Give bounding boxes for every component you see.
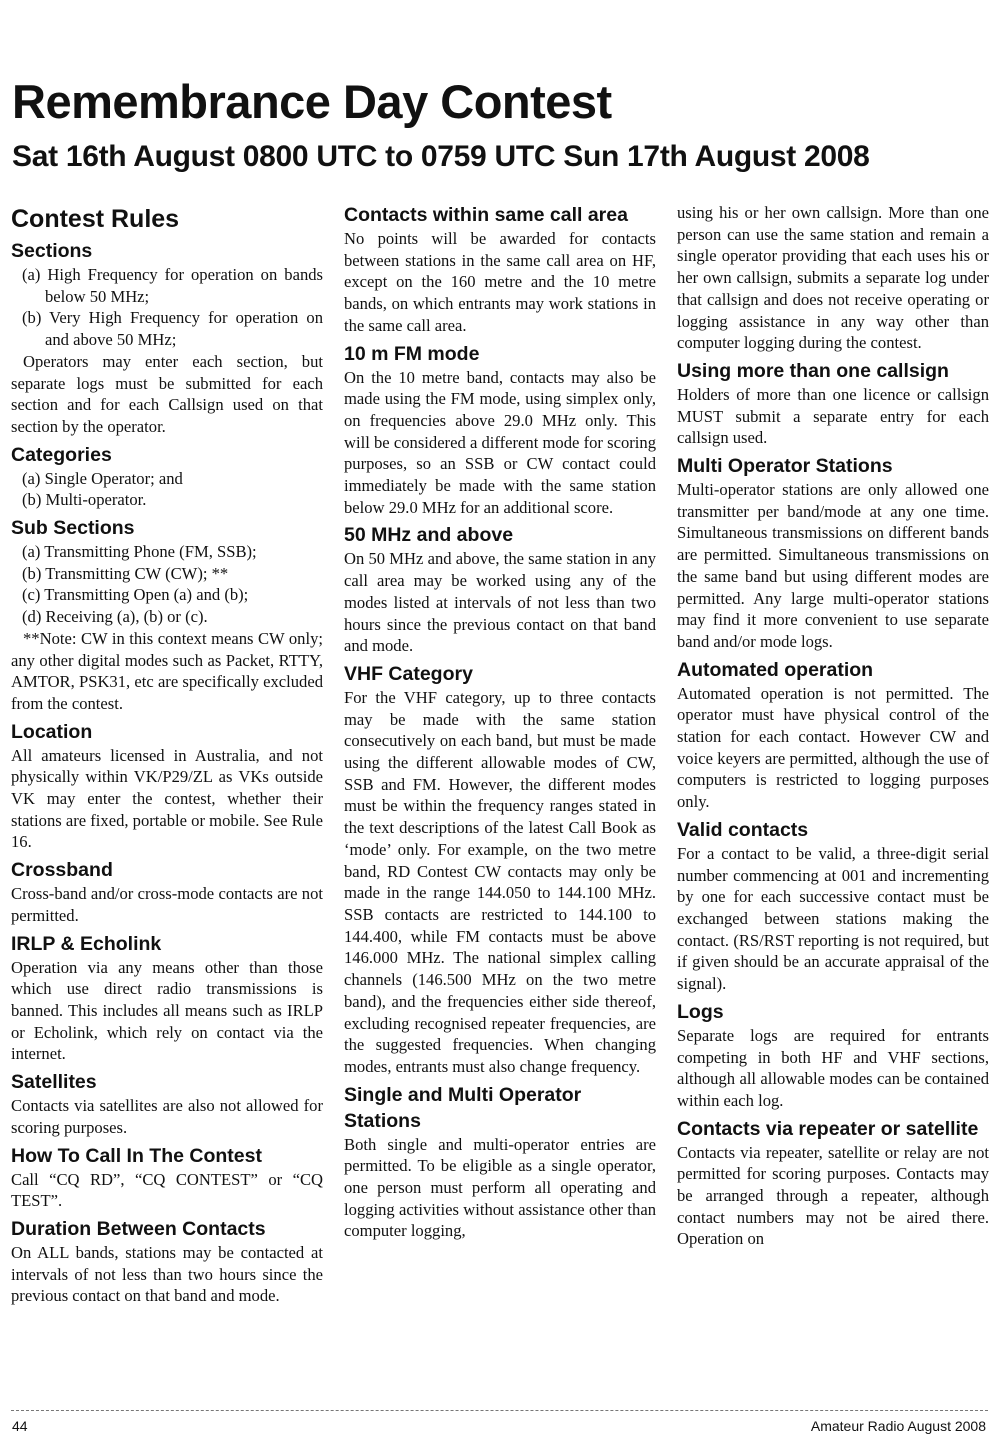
single-multi-heading: Single and Multi Operator Stations	[344, 1083, 582, 1132]
list-item: (a) Single Operator; and	[22, 468, 183, 488]
crossband-heading: Crossband	[11, 859, 113, 882]
vhf-category-heading: VHF Category	[344, 662, 473, 685]
paragraph: For a contact to be valid, a three-digit serial number commencing at 001 and incrementing by one for each successive contact must be exchanged between stations making the contact. (RS/RST reporting is not required, but if given should be an accurate appraisal of the signal).	[677, 843, 989, 994]
paragraph: Operators may enter each section, but separate logs must be submitted for each section and for each Callsign used on that section by the operator.	[11, 351, 323, 436]
paragraph: On the 10 metre band, contacts may also be made using the FM mode, using simplex only, on frequencies above 29.0 MHz only. This will be considered a different mode for scoring purposes, so an SSB or CW contact could immediately be made with the same station below 29.0 MHz for an additional score.	[344, 367, 656, 517]
location-heading: Location	[11, 720, 93, 743]
page-subtitle: Sat 16th August 0800 UTC to 0759 UTC Sun 17th August 2008	[12, 140, 870, 173]
paragraph: Operation via any means other than those which use direct radio transmissions is banned. This includes all means such as IRLP or Echolink, which rely on contact via the internet.	[11, 957, 323, 1064]
duration-heading: Duration Between Contacts	[11, 1217, 266, 1240]
paragraph: using his or her own callsign. More than one person can use the same station and remain a single operator providing that each uses his or her own callsign, submits a separate log under that callsign and does not receive operating or logging assistance in any way other than computer logging during the contest.	[677, 203, 989, 353]
footer-divider	[11, 1410, 988, 1411]
logs-heading: Logs	[677, 1000, 724, 1023]
contest-rules-heading: Contest Rules	[11, 205, 180, 233]
list-item: (c) Transmitting Open (a) and (b);	[22, 585, 249, 605]
paragraph: Automated operation is not permitted. The operator must have physical control of the station for each contact. However CW and voice keyers are permitted, although the use of computers is restricted to logging purposes only.	[677, 683, 989, 812]
more-than-one-callsign-heading: Using more than one callsign	[677, 359, 949, 382]
list-item: (b) Multi-operator.	[22, 490, 147, 510]
list-item: (b) Transmitting CW (CW); **	[22, 563, 229, 583]
page-number: 44	[12, 1418, 28, 1434]
paragraph: Contacts via satellites are also not allowed for scoring purposes.	[11, 1096, 323, 1137]
same-call-area-heading: Contacts within same call area	[344, 204, 628, 226]
categories-heading: Categories	[11, 443, 112, 466]
paragraph: Holders of more than one licence or callsign MUST submit a separate entry for each callsign used.	[677, 384, 989, 448]
publication-name: Amateur Radio August 2008	[810, 1418, 986, 1434]
valid-contacts-heading: Valid contacts	[677, 818, 809, 841]
paragraph: Separate logs are required for entrants competing in both HF and VHF sections, although all allowable modes can be contained within each log.	[677, 1025, 989, 1110]
paragraph: On 50 MHz and above, the same station in any call area may be worked using any of the modes listed at intervals of not less than two hours since the previous contact on that band and mode.	[344, 549, 656, 656]
list-item: (d) Receiving (a), (b) or (c).	[22, 607, 208, 627]
column-1	[11, 202, 323, 1307]
list-item: (b) Very High Frequency for operation on and above 50 MHz;	[22, 308, 323, 350]
repeater-satellite-heading: Contacts via repeater or satellite	[677, 1117, 979, 1140]
how-to-call-heading: How To Call In The Contest	[11, 1144, 262, 1167]
satellites-heading: Satellites	[11, 1071, 97, 1094]
column-2	[344, 202, 656, 1242]
note-paragraph: **Note: CW in this context means CW only; any other digital modes such as Packet, RTTY, AMTOR, PSK31, etc are specifically excluded from the contest.	[11, 628, 323, 713]
list-item: (a) Transmitting Phone (FM, SSB);	[22, 542, 257, 562]
fifty-mhz-heading: 50 MHz and above	[344, 524, 514, 547]
column-3	[677, 202, 989, 1250]
list-item: (a) High Frequency for operation on bands below 50 MHz;	[22, 265, 323, 306]
page-title: Remembrance Day Contest	[12, 75, 612, 128]
paragraph: Multi-operator stations are only allowed one transmitter per band/mode at any one time. Simultaneous transmissions on different bands are permitted. Simultaneous transmissions on the same band but using different modes are permitted. Any large multi-operator stations may find it more convenient to use separate band and/or mode logs.	[677, 480, 989, 651]
paragraph: No points will be awarded for contacts between stations in the same call area on HF, except on the 160 metre and the 10 metre bands, on which entrants may work stations in the same call area.	[344, 229, 656, 335]
paragraph: All amateurs licensed in Australia, and not physically within VK/P29/ZL as VKs outside VK may enter the contest, whether their stations are fixed, portable or mobile. See Rule 16.	[11, 745, 323, 852]
automated-operation-heading: Automated operation	[677, 658, 874, 681]
multi-operator-heading: Multi Operator Stations	[677, 455, 893, 478]
paragraph: On ALL bands, stations may be contacted at intervals of not less than two hours since the previous contact on that band and mode.	[11, 1242, 323, 1306]
paragraph: Cross-band and/or cross-mode contacts are not permitted.	[11, 884, 323, 925]
fm-mode-heading: 10 m FM mode	[344, 342, 480, 365]
paragraph: Call “CQ RD”, “CQ CONTEST” or “CQ TEST”.	[11, 1169, 323, 1211]
sub-sections-heading: Sub Sections	[11, 517, 135, 540]
sections-heading: Sections	[11, 240, 93, 262]
paragraph: Both single and multi-operator entries are permitted. To be eligible as a single operator, one person must perform all operating and logging activities without assistance other than computer logging,	[344, 1134, 656, 1241]
irlp-echolink-heading: IRLP & Echolink	[11, 932, 162, 955]
paragraph: Contacts via repeater, satellite or relay are not permitted for scoring purposes. Contacts may be arranged through a repeater, although contact numbers may not be aired there. Operation on	[677, 1142, 989, 1249]
paragraph: For the VHF category, up to three contacts may be made with the same station consecutively on each band, but must be made using the different allowable modes of CW, SSB and FM. However, the different modes must be within the frequency ranges stated in the text descriptions of the latest Call Book as ‘mode’ only. For example, on the two metre band, RD Contest CW contacts may only be made in the range 144.050 to 144.100 MHz. SSB contacts are restricted to 144.100 to 144.400, while FM contacts must be above 146.000 MHz. The national simplex calling channels (146.500 MHz on the two metre band), and the frequencies either side thereof, excluding recognised repeater frequencies, are the suggested frequencies. When changing modes, entrants must also change frequency.	[344, 687, 656, 1076]
